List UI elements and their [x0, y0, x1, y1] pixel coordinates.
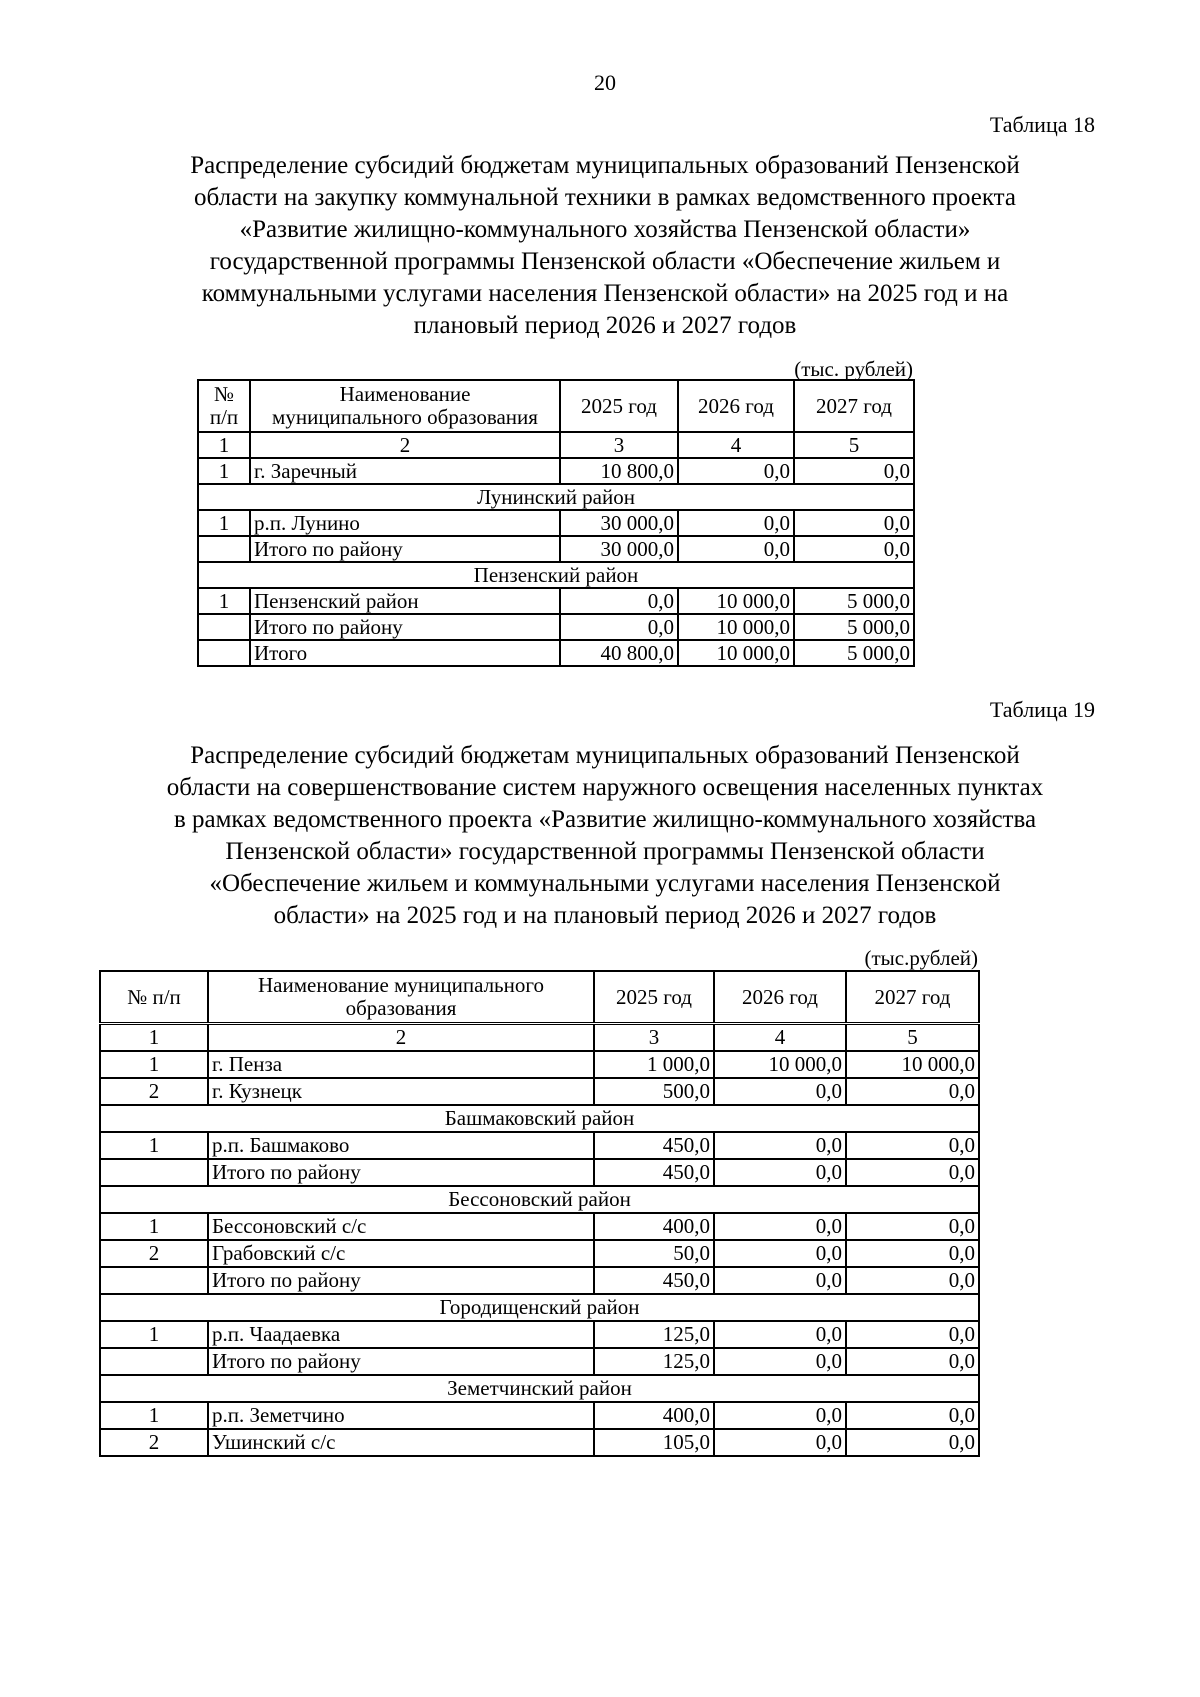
colnum-cell: 5 — [794, 432, 914, 458]
value-2025-cell: 1 000,0 — [594, 1051, 714, 1078]
value-2026-cell: 0,0 — [678, 510, 794, 536]
value-2026-cell: 10 000,0 — [678, 614, 794, 640]
district-section-row — [100, 1375, 979, 1402]
value-2027-cell: 5 000,0 — [794, 588, 914, 614]
colnum-cell: 1 — [198, 432, 250, 458]
value-2027-cell: 0,0 — [794, 458, 914, 484]
table19 — [99, 970, 980, 1457]
table-row — [100, 1321, 979, 1348]
colnum-cell: 5 — [846, 1024, 979, 1052]
municipality-name-cell: р.п. Лунино — [250, 510, 560, 536]
header-2027: 2027 год — [846, 971, 979, 1024]
value-2027-cell: 0,0 — [846, 1078, 979, 1105]
municipality-name-cell: г. Заречный — [250, 458, 560, 484]
value-2025-cell: 0,0 — [560, 588, 678, 614]
district-section-row — [100, 1294, 979, 1321]
row-number-cell: 2 — [100, 1429, 208, 1456]
district-name: Бессоновский район — [100, 1186, 979, 1213]
row-number-cell: 1 — [100, 1213, 208, 1240]
municipality-name-cell: г. Пенза — [208, 1051, 594, 1078]
district-name: Башмаковский район — [100, 1105, 979, 1132]
value-2027-cell: 0,0 — [846, 1240, 979, 1267]
district-section-row — [100, 1186, 979, 1213]
table19-title-line: области» на 2025 год и на плановый период 2026 и 2027 годов — [273, 902, 937, 929]
district-section-row — [198, 484, 914, 510]
header-2026: 2026 год — [714, 971, 846, 1024]
row-number-cell: 1 — [100, 1132, 208, 1159]
municipality-name-cell: р.п. Земетчино — [208, 1402, 594, 1429]
value-2026-cell: 0,0 — [714, 1240, 846, 1267]
row-number-cell: 1 — [100, 1321, 208, 1348]
table-row — [198, 536, 914, 562]
value-2027-cell: 0,0 — [846, 1267, 979, 1294]
table-row — [100, 1078, 979, 1105]
table-row — [100, 1348, 979, 1375]
table-row — [198, 510, 914, 536]
municipality-name-cell: Итого по району — [208, 1267, 594, 1294]
table-row — [100, 1402, 979, 1429]
table-row — [100, 1213, 979, 1240]
value-2026-cell: 10 000,0 — [714, 1051, 846, 1078]
district-name: Пензенский район — [198, 562, 914, 588]
colnum-cell: 4 — [678, 432, 794, 458]
value-2025-cell: 125,0 — [594, 1321, 714, 1348]
value-2026-cell: 0,0 — [714, 1159, 846, 1186]
table19-label: Таблица 19 — [989, 697, 1095, 722]
header-name-line: образования — [345, 996, 457, 1020]
colnum-cell: 3 — [560, 432, 678, 458]
value-2027-cell: 0,0 — [794, 510, 914, 536]
table19-title-line: «Обеспечение жильем и коммунальными услугами населения Пензенской — [209, 870, 1001, 897]
table18-title-line: «Развитие жилищно-коммунального хозяйства Пензенской области» — [239, 216, 971, 243]
value-2025-cell: 125,0 — [594, 1348, 714, 1375]
municipality-name-cell: р.п. Башмаково — [208, 1132, 594, 1159]
row-number-cell — [198, 640, 250, 666]
table18-colnum-row — [198, 432, 914, 458]
municipality-name-cell: Ушинский с/с — [208, 1429, 594, 1456]
value-2025-cell: 400,0 — [594, 1402, 714, 1429]
row-number-cell — [100, 1348, 208, 1375]
value-2027-cell: 0,0 — [846, 1213, 979, 1240]
district-name: Городищенский район — [100, 1294, 979, 1321]
table18-title-line: области на закупку коммунальной техники в рамках ведомственного проекта — [194, 184, 1016, 211]
table18-title — [115, 150, 1095, 342]
municipality-name-cell: Пензенский район — [250, 588, 560, 614]
table18-title-line: Распределение субсидий бюджетам муниципальных образований Пензенской — [190, 152, 1020, 179]
value-2026-cell: 10 000,0 — [678, 640, 794, 666]
municipality-name-cell: Итого по району — [208, 1159, 594, 1186]
municipality-name-cell: Итого по району — [208, 1348, 594, 1375]
table-row — [100, 1051, 979, 1078]
value-2025-cell: 40 800,0 — [560, 640, 678, 666]
table18-title-line: плановый период 2026 и 2027 годов — [413, 312, 797, 339]
value-2027-cell: 0,0 — [846, 1159, 979, 1186]
table18-unit: (тыс. рублей) — [794, 357, 913, 381]
header-num-line: п/п — [209, 405, 239, 429]
colnum-cell: 1 — [100, 1024, 208, 1052]
value-2026-cell: 0,0 — [714, 1267, 846, 1294]
value-2025-cell: 10 800,0 — [560, 458, 678, 484]
table-row — [100, 1240, 979, 1267]
value-2027-cell: 10 000,0 — [846, 1051, 979, 1078]
table18-title-line: коммунальными услугами населения Пензенской области» на 2025 год и на — [201, 280, 1009, 307]
header-name-line: Наименование муниципального — [258, 973, 544, 997]
value-2026-cell: 0,0 — [714, 1402, 846, 1429]
colnum-cell: 2 — [250, 432, 560, 458]
district-name: Лунинский район — [198, 484, 914, 510]
header-2027: 2027 год — [794, 380, 914, 432]
value-2025-cell: 105,0 — [594, 1429, 714, 1456]
municipality-name-cell: Итого по району — [250, 614, 560, 640]
table-row — [198, 588, 914, 614]
district-section-row — [198, 562, 914, 588]
value-2027-cell: 0,0 — [846, 1132, 979, 1159]
value-2025-cell: 0,0 — [560, 614, 678, 640]
colnum-cell: 2 — [208, 1024, 594, 1052]
table-row — [198, 614, 914, 640]
table18-header-row — [198, 380, 914, 432]
row-number-cell: 1 — [198, 588, 250, 614]
colnum-cell: 4 — [714, 1024, 846, 1052]
table-row — [100, 1267, 979, 1294]
row-number-cell: 1 — [198, 458, 250, 484]
row-number-cell: 1 — [100, 1402, 208, 1429]
row-number-cell: 2 — [100, 1240, 208, 1267]
value-2025-cell: 500,0 — [594, 1078, 714, 1105]
row-number-cell: 1 — [198, 510, 250, 536]
value-2027-cell: 5 000,0 — [794, 640, 914, 666]
table18 — [197, 379, 915, 667]
municipality-name-cell: Итого по району — [250, 536, 560, 562]
value-2025-cell: 450,0 — [594, 1159, 714, 1186]
municipality-name-cell: р.п. Чаадаевка — [208, 1321, 594, 1348]
header-name-line: Наименование — [339, 382, 471, 406]
table18-title-line: государственной программы Пензенской области «Обеспечение жильем и — [209, 248, 1001, 275]
header-2026: 2026 год — [678, 380, 794, 432]
value-2027-cell: 5 000,0 — [794, 614, 914, 640]
table18-label: Таблица 18 — [989, 112, 1095, 137]
table-row — [198, 640, 914, 666]
value-2026-cell: 10 000,0 — [678, 588, 794, 614]
value-2026-cell: 0,0 — [678, 458, 794, 484]
row-number-cell: 1 — [100, 1051, 208, 1078]
value-2026-cell: 0,0 — [714, 1213, 846, 1240]
value-2025-cell: 50,0 — [594, 1240, 714, 1267]
value-2026-cell: 0,0 — [714, 1132, 846, 1159]
municipality-name-cell: Итого — [250, 640, 560, 666]
value-2025-cell: 450,0 — [594, 1132, 714, 1159]
value-2026-cell: 0,0 — [714, 1348, 846, 1375]
value-2026-cell: 0,0 — [714, 1078, 846, 1105]
table19-title-line: Пензенской области» государственной программы Пензенской области — [225, 838, 985, 865]
page-number: 20 — [594, 70, 616, 95]
row-number-cell: 2 — [100, 1078, 208, 1105]
header-num-cell — [198, 380, 250, 432]
value-2027-cell: 0,0 — [846, 1402, 979, 1429]
table19-title-line: области на совершенствование систем наружного освещения населенных пунктах — [166, 774, 1044, 801]
table19-title — [115, 740, 1095, 932]
value-2026-cell: 0,0 — [714, 1429, 846, 1456]
value-2026-cell: 0,0 — [714, 1321, 846, 1348]
table-row — [100, 1132, 979, 1159]
municipality-name-cell: г. Кузнецк — [208, 1078, 594, 1105]
value-2027-cell: 0,0 — [794, 536, 914, 562]
value-2025-cell: 30 000,0 — [560, 510, 678, 536]
header-name-cell — [208, 971, 594, 1024]
value-2025-cell: 400,0 — [594, 1213, 714, 1240]
table19-unit: (тыс.рублей) — [864, 946, 978, 970]
table19-title-line: в рамках ведомственного проекта «Развитие жилищно-коммунального хозяйства — [173, 806, 1037, 833]
municipality-name-cell: Грабовский с/с — [208, 1240, 594, 1267]
district-name: Земетчинский район — [100, 1375, 979, 1402]
header-2025: 2025 год — [560, 380, 678, 432]
row-number-cell — [100, 1159, 208, 1186]
table19-colnum-row — [100, 1024, 979, 1052]
municipality-name-cell: Бессоновский с/с — [208, 1213, 594, 1240]
value-2027-cell: 0,0 — [846, 1429, 979, 1456]
value-2027-cell: 0,0 — [846, 1348, 979, 1375]
row-number-cell — [198, 614, 250, 640]
table-row — [100, 1429, 979, 1456]
header-2025: 2025 год — [594, 971, 714, 1024]
header-name-cell — [250, 380, 560, 432]
header-num-line: № — [213, 382, 235, 406]
value-2025-cell: 450,0 — [594, 1267, 714, 1294]
colnum-cell: 3 — [594, 1024, 714, 1052]
value-2026-cell: 0,0 — [678, 536, 794, 562]
table-row — [100, 1159, 979, 1186]
table-row — [198, 458, 914, 484]
header-num-cell: № п/п — [100, 971, 208, 1024]
row-number-cell — [198, 536, 250, 562]
header-name-line: муниципального образования — [272, 405, 538, 429]
row-number-cell — [100, 1267, 208, 1294]
district-section-row — [100, 1105, 979, 1132]
value-2025-cell: 30 000,0 — [560, 536, 678, 562]
table19-title-line: Распределение субсидий бюджетам муниципальных образований Пензенской — [190, 742, 1020, 769]
value-2027-cell: 0,0 — [846, 1321, 979, 1348]
table19-header-row — [100, 971, 979, 1024]
